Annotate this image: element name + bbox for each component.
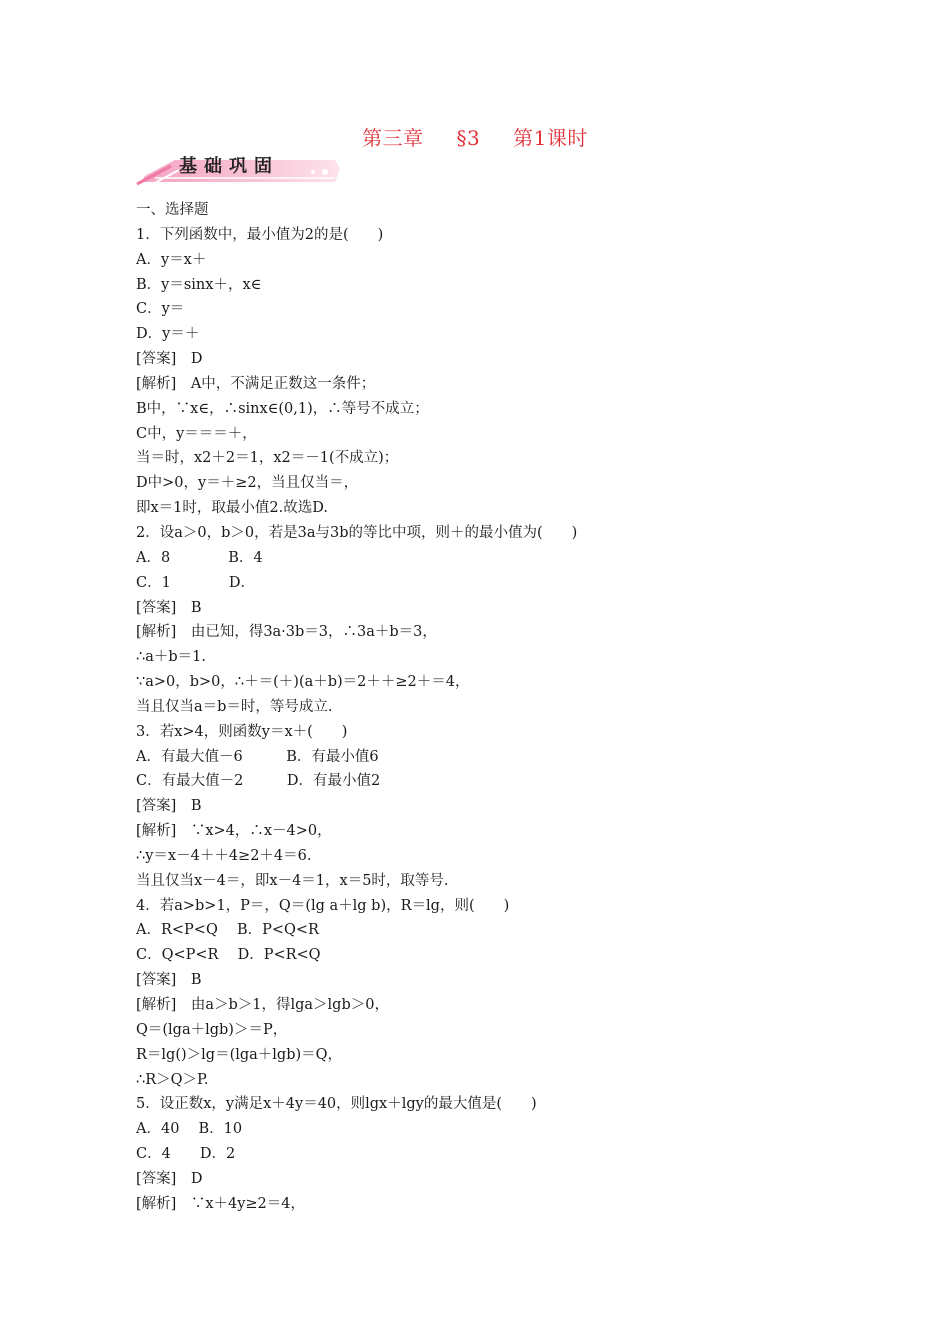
text-line: [答案] B <box>136 972 202 989</box>
text-line: 当且仅当a＝b＝时，等号成立. <box>136 698 333 715</box>
text-line: [解析] 由已知，得3a·3b＝3，∴3a＋b＝3， <box>136 624 437 641</box>
text-line: [答案] D <box>136 1170 203 1187</box>
chapter-label: 第三章 <box>362 126 424 150</box>
text-line: A．R<P<Q B．P<Q<R <box>136 922 319 939</box>
text-line: 即x＝1时，取最小值2.故选D. <box>136 500 328 517</box>
banner-label: 基础巩固 <box>179 156 279 177</box>
text-line: C．y＝ <box>136 301 185 318</box>
text-line: R＝lg()＞lg＝(lga＋lgb)＝Q， <box>136 1046 343 1063</box>
text-line: D．y＝＋ <box>136 326 200 343</box>
section-banner <box>135 148 340 190</box>
text-line: 3．若x>4，则函数y＝x＋( ) <box>136 723 348 740</box>
text-line: 当＝时，x2＋2＝1，x2＝－1(不成立)； <box>136 450 399 467</box>
text-line: A．y＝x＋ <box>136 251 207 268</box>
text-line: ∴R＞Q＞P. <box>136 1071 209 1088</box>
text-line: A．40 B．10 <box>136 1121 243 1138</box>
text-line: Q＝(lga＋lgb)＞＝P， <box>136 1021 288 1038</box>
text-line: C．Q<P<R D．P<R<Q <box>136 947 321 964</box>
text-line: A．8 B．4 <box>136 549 263 566</box>
page-title <box>0 122 950 151</box>
text-line: [解析] ∵x＋4y≥2＝4， <box>136 1195 306 1212</box>
text-line: ∵a>0，b>0，∴＋＝(＋)(a＋b)＝2＋＋≥2＋＝4， <box>136 674 470 691</box>
text-line: 5．设正数x，y满足x＋4y＝40，则lgx＋lgy的最大值是( ) <box>136 1096 537 1113</box>
text-line: C．4 D．2 <box>136 1146 236 1163</box>
text-line: B．y＝sinx＋，x∈ <box>136 276 262 293</box>
text-line: 当且仅当x－4＝，即x－4＝1，x＝5时，取等号. <box>136 872 449 889</box>
text-line: 1．下列函数中，最小值为2的是( ) <box>136 226 384 243</box>
text-line: [答案] B <box>136 798 202 815</box>
text-line: ∴y＝x－4＋＋4≥2＋4＝6. <box>136 847 312 864</box>
text-line: [解析] A中，不满足正数这一条件； <box>136 375 376 392</box>
text-line: D中>0，y＝＋≥2，当且仅当＝， <box>136 475 359 492</box>
text-line: [答案] D <box>136 351 203 368</box>
text-line: 2．设a＞0，b＞0，若是3a与3b的等比中项，则＋的最小值为( ) <box>136 524 578 541</box>
text-line: C．有最大值－2 D．有最小值2 <box>136 773 381 790</box>
document-body <box>136 198 856 1217</box>
text-line: C．1 D． <box>136 574 255 591</box>
text-line: [答案] B <box>136 599 202 616</box>
text-line: [解析] 由a＞b＞1，得lga＞lgb＞0， <box>136 997 389 1013</box>
text-line: 一、选择题 <box>136 202 209 218</box>
text-line: B中，∵x∈，∴sinx∈(0,1)，∴等号不成立； <box>136 400 429 417</box>
text-line: ∴a＋b＝1. <box>136 649 206 666</box>
text-line: 4．若a>b>1，P＝，Q＝(lg a＋lg b)，R＝lg，则( ) <box>136 897 510 914</box>
lesson-label: 第1课时 <box>513 126 588 150</box>
section-label: §3 <box>456 126 481 150</box>
text-line: C中，y＝＝＝＋， <box>136 425 257 442</box>
text-line: A．有最大值－6 B．有最小值6 <box>136 748 379 765</box>
text-line: [解析] ∵x>4，∴x－4>0， <box>136 823 332 840</box>
